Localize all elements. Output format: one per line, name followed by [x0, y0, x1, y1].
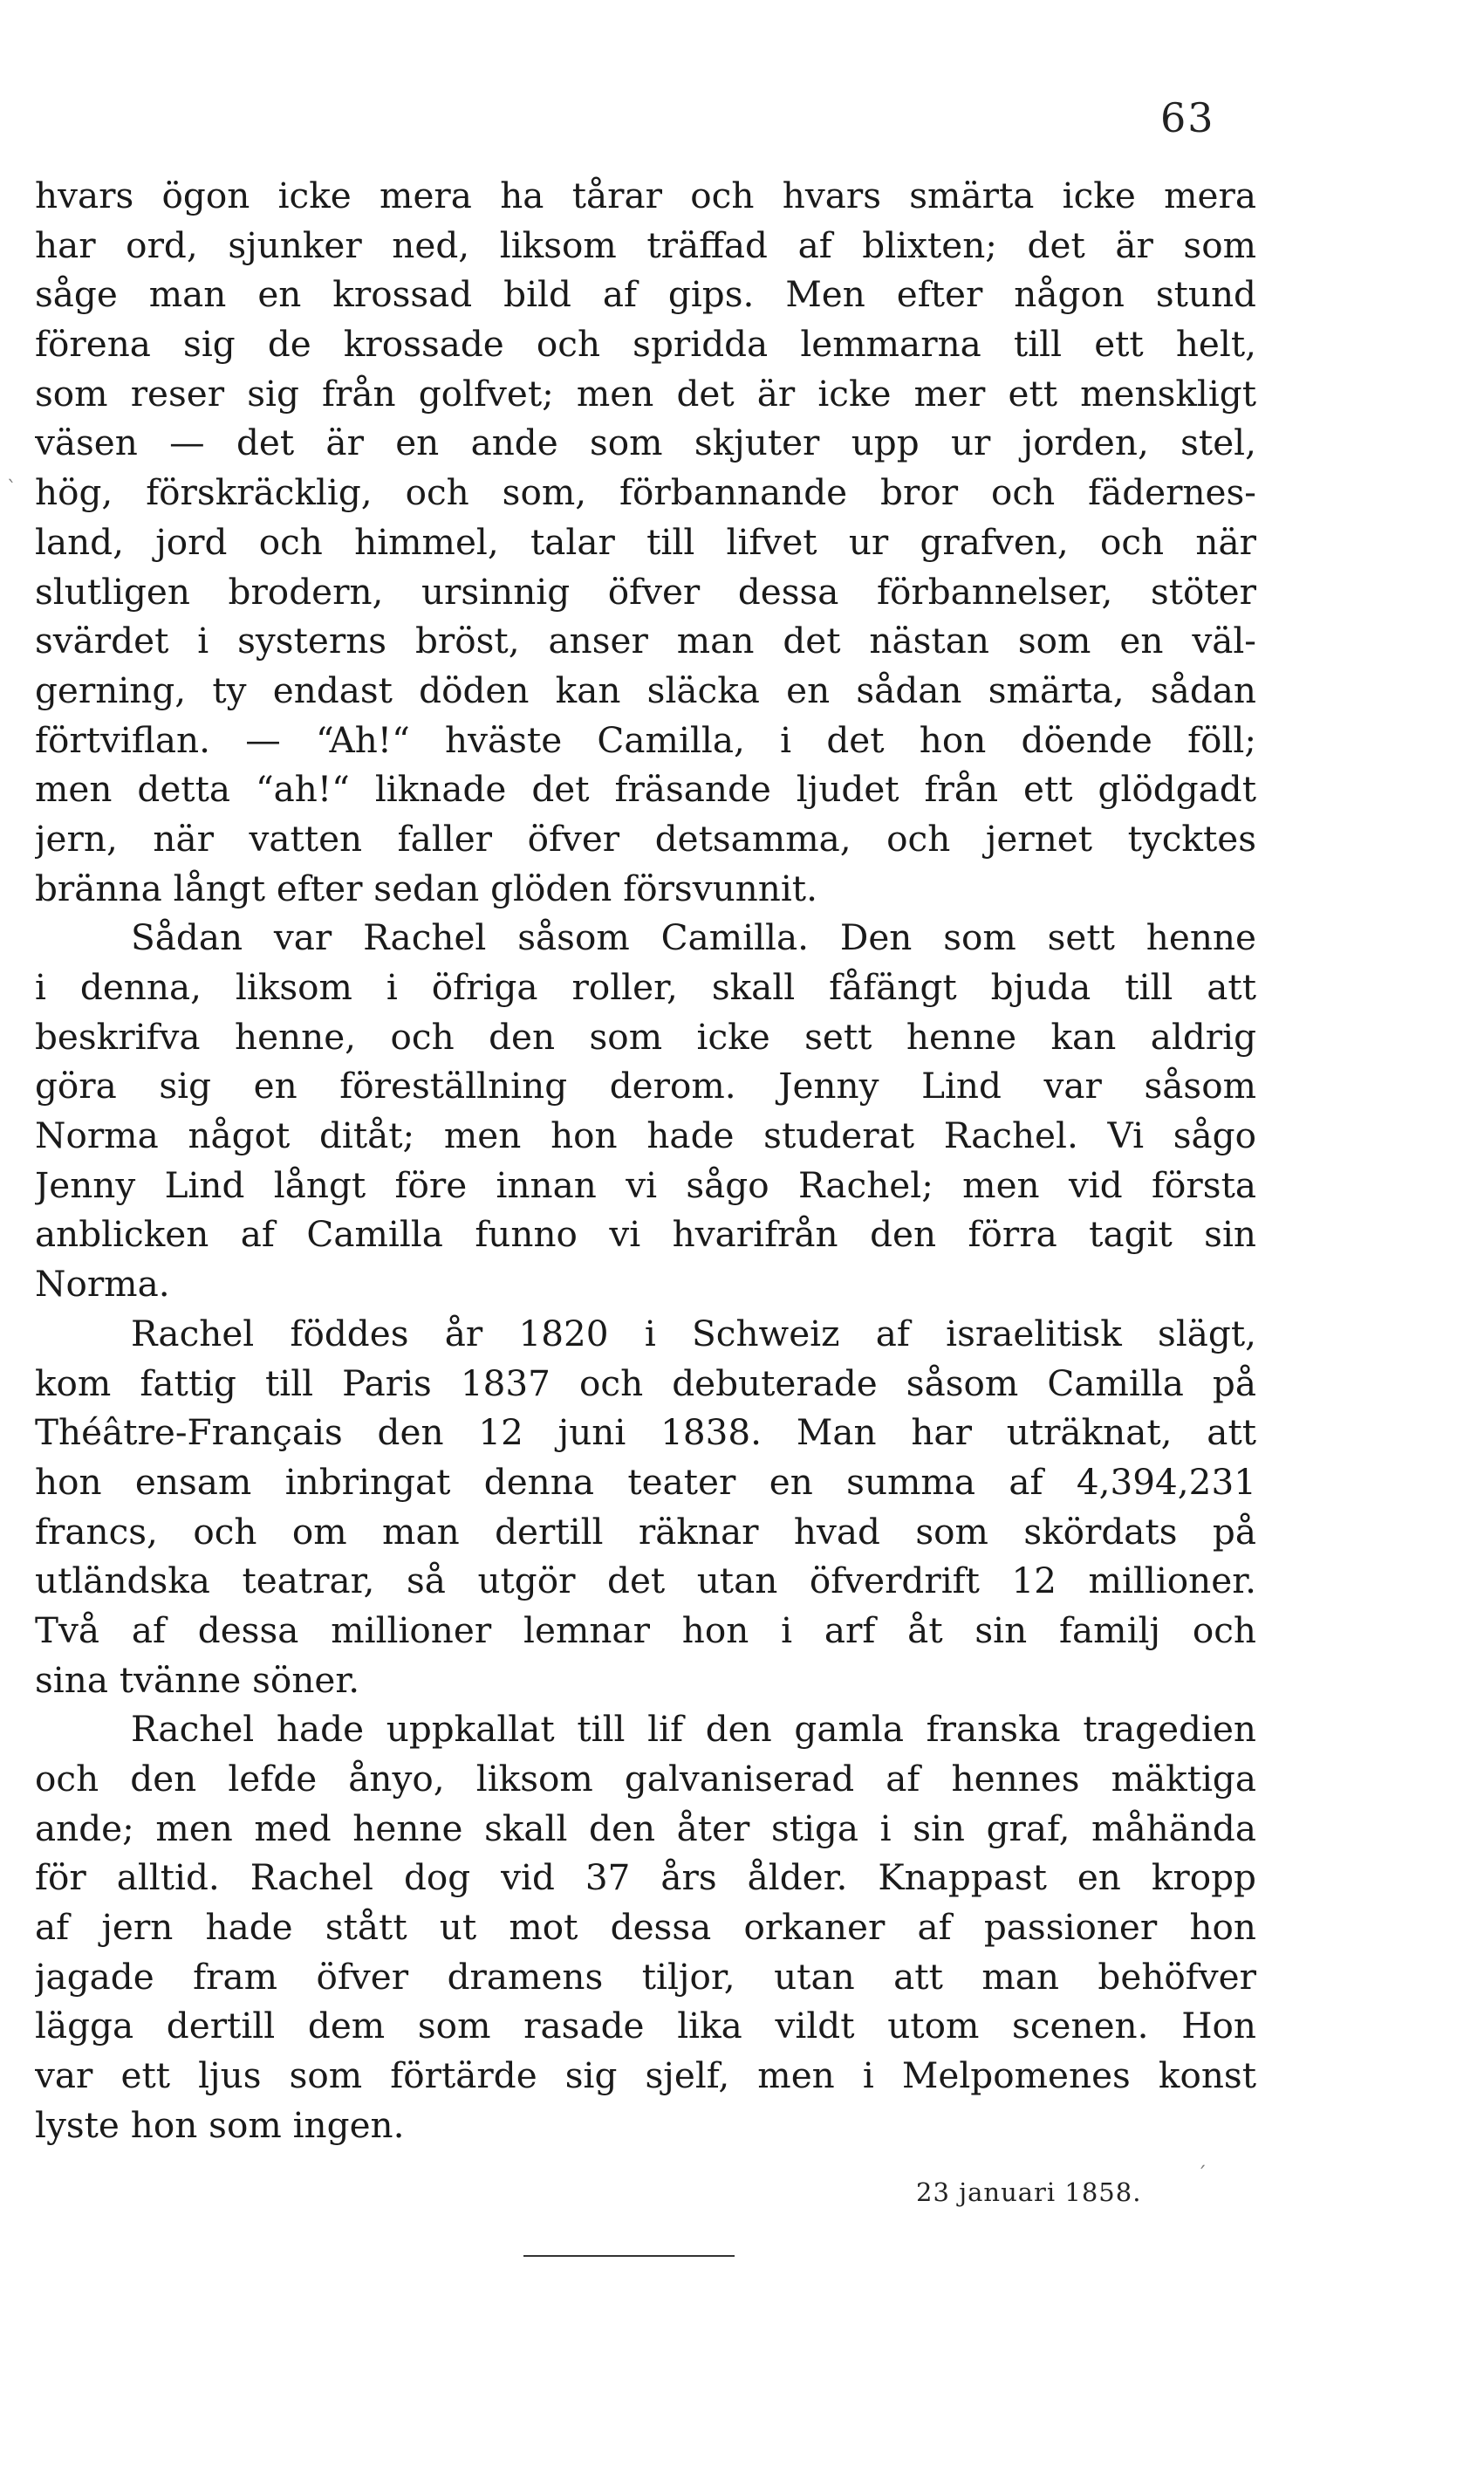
text-line: bränna långt efter sedan glöden försvunnit. [35, 867, 817, 909]
text-line: och den lefde ånyo, liksom galvaniserad af hennes mäktiga [35, 1758, 1256, 1800]
text-line: svärdet i systerns bröst, anser man det nästan som en väl- [35, 620, 1256, 662]
text-line: sina tvänne söner. [35, 1658, 360, 1701]
text-line: förtviflan. — “Ah!“ hväste Camilla, i det hon döende föll; [35, 718, 1256, 761]
text-line: lägga dertill dem som rasade lika vildt utom scenen. Hon [35, 2005, 1256, 2047]
text-line: gerning, ty endast döden kan släcka en sådan smärta, sådan [35, 668, 1256, 711]
margin-mark: ˊ [1197, 2164, 1207, 2186]
text-line: hvars ögon icke mera ha tårar och hvars smärta icke mera [35, 175, 1256, 216]
text-line: lyste hon som ingen. [35, 2103, 405, 2146]
text-line: slutligen brodern, ursinnig öfver dessa förbannelser, stöter [35, 570, 1256, 613]
text-line: hög, förskräcklig, och som, förbannande bror och fädernes- [35, 471, 1256, 514]
text-line: Norma. [35, 1263, 170, 1306]
margin-mark: ˋ [7, 478, 17, 500]
text-line: ande; men med henne skall den åter stiga i sin graf, måhända [35, 1807, 1256, 1849]
text-line: men detta “ah!“ liknade det fräsande ljudet från ett glödgadt [35, 768, 1256, 811]
text-line: som reser sig från golfvet; men det är icke mer ett menskligt [35, 372, 1256, 415]
text-line: hon ensam inbringat denna teater en summa af 4,394,231 [35, 1460, 1256, 1503]
text-line: Norma något ditåt; men hon hade studerat Rachel. Vi sågo [35, 1114, 1256, 1157]
text-line: Rachel hade uppkallat till lif den gamla franska tragedien [131, 1708, 1256, 1751]
text-line: francs, och om man dertill räknar hvad som skördats på [35, 1510, 1256, 1553]
text-line: såge man en krossad bild af gips. Men efter någon stund [35, 273, 1256, 316]
page-number: 63 [1160, 94, 1215, 141]
text-line: utländska teatrar, så utgör det utan öfverdrift 12 millioner. [35, 1560, 1256, 1602]
text-line: kom fattig till Paris 1837 och debuterade såsom Camilla på [35, 1361, 1256, 1404]
text-line: Rachel föddes år 1820 i Schweiz af israelitisk slägt, [131, 1312, 1256, 1354]
text-line: Théâtre-Français den 12 juni 1838. Man har uträknat, att [35, 1411, 1256, 1454]
text-line: för alltid. Rachel dog vid 37 års ålder. Knappast en kropp [35, 1856, 1256, 1899]
text-line: förena sig de krossade och spridda lemmarna till ett helt, [35, 323, 1256, 366]
text-line: göra sig en föreställning derom. Jenny Lind var såsom [35, 1065, 1256, 1107]
text-line: Två af dessa millioner lemnar hon i arf åt sin familj och [35, 1608, 1256, 1651]
text-line: jern, när vatten faller öfver detsamma, och jernet tycktes [35, 817, 1256, 860]
text-line: Jenny Lind långt före innan vi sågo Rachel; men vid första [35, 1163, 1256, 1206]
text-line: land, jord och himmel, talar till lifvet ur grafven, och när [35, 520, 1256, 563]
body-text [35, 171, 1256, 2150]
end-rule [523, 2255, 735, 2257]
text-line: har ord, sjunker ned, liksom träffad af blixten; det är som [35, 223, 1256, 266]
text-line: väsen — det är en ande som skjuter upp ur jorden, stel, [35, 422, 1256, 464]
text-line: var ett ljus som förtärde sig sjelf, men i Melpomenes konst [35, 2054, 1256, 2097]
text-line: Sådan var Rachel såsom Camilla. Den som sett henne [131, 916, 1256, 959]
dateline: 23 januari 1858. [916, 2177, 1142, 2207]
text-line: beskrifva henne, och den som icke sett henne kan aldrig [35, 1015, 1256, 1058]
text-line: i denna, liksom i öfriga roller, skall fåfängt bjuda till att [35, 966, 1256, 1008]
text-line: jagade fram öfver dramens tiljor, utan att man behöfver [35, 1955, 1256, 1998]
text-line: anblicken af Camilla funno vi hvarifrån den förra tagit sin [35, 1213, 1256, 1256]
text-line: af jern hade stått ut mot dessa orkaner af passioner hon [35, 1906, 1256, 1949]
